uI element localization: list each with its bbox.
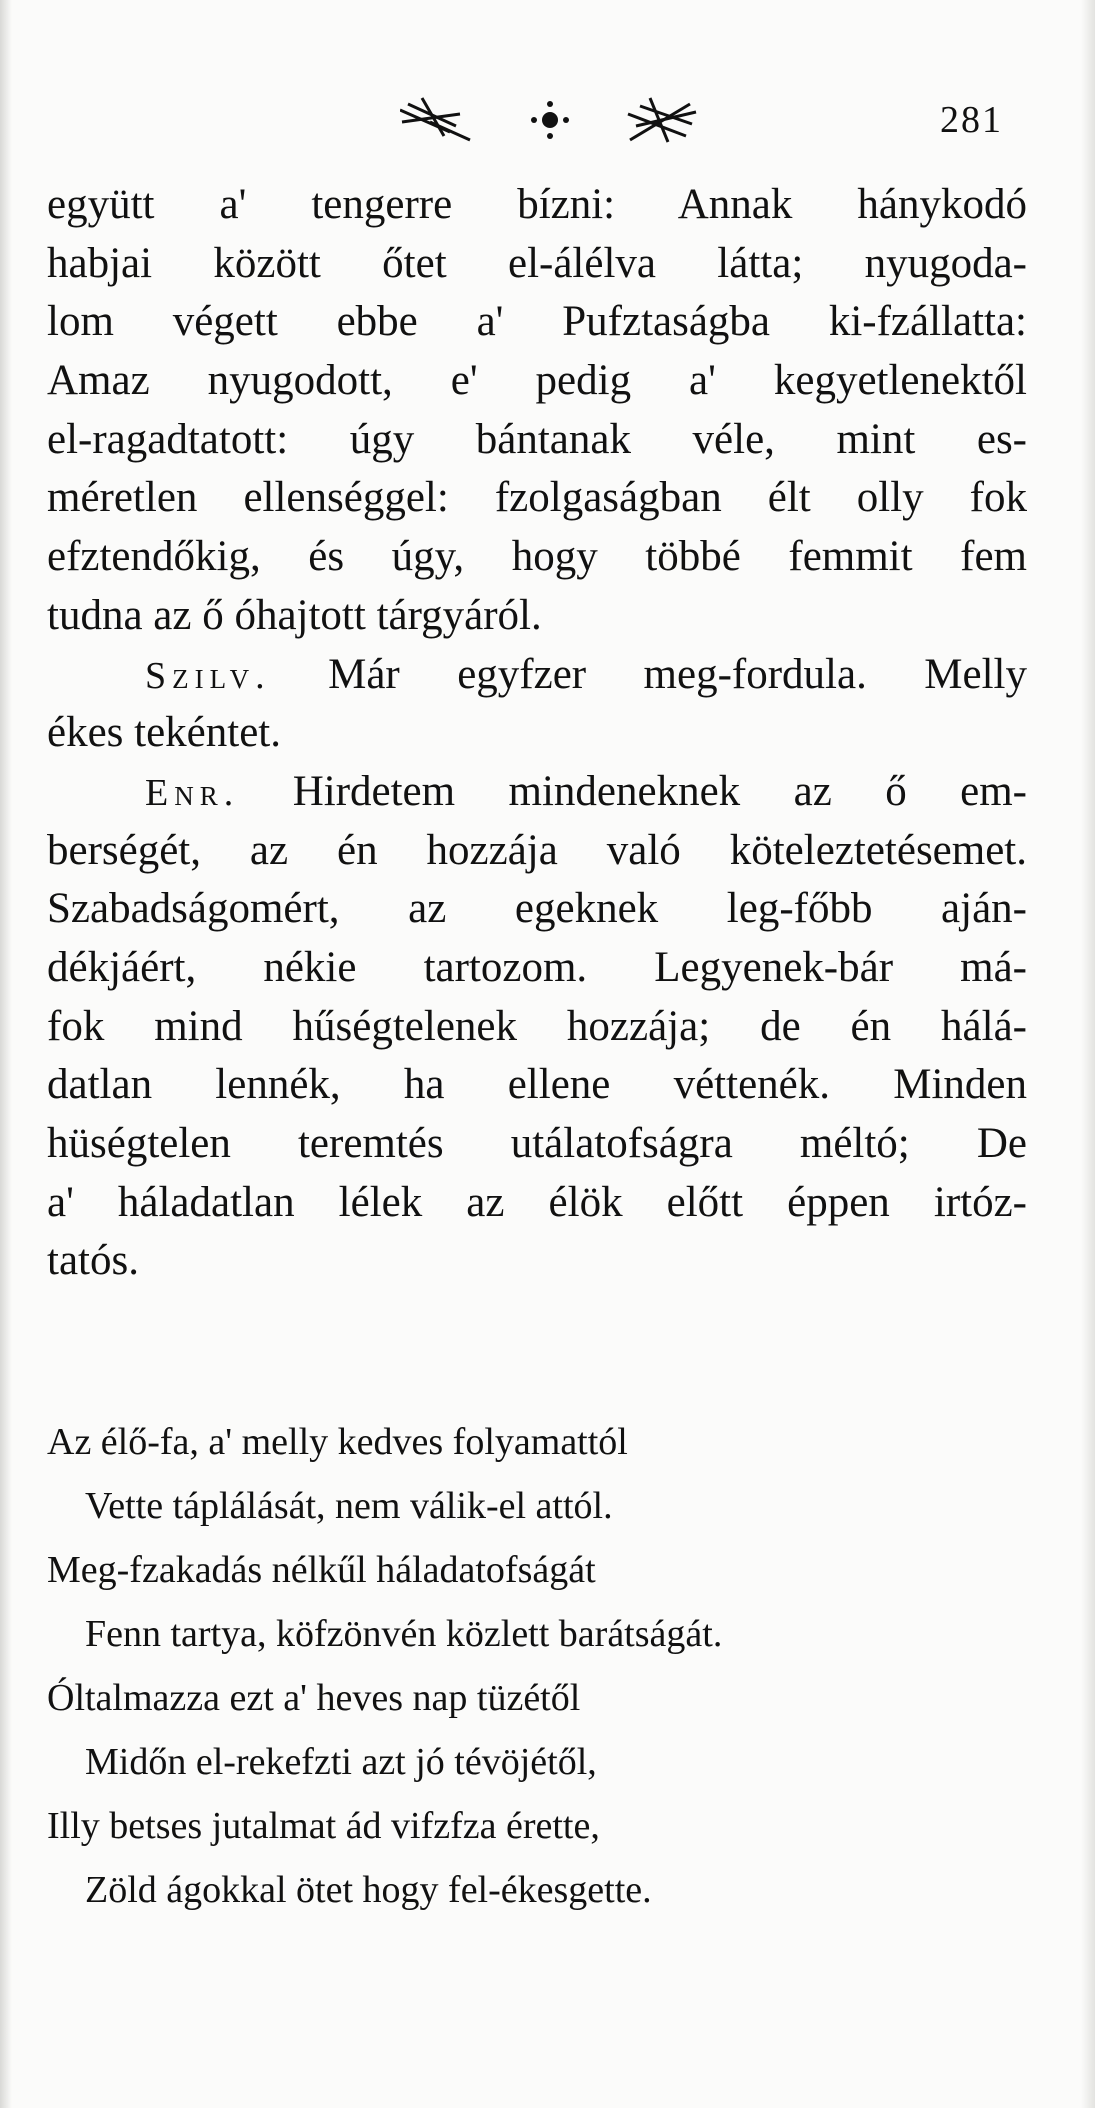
text-line: Szabadságomért, az egeknek leg-főbb aján-	[47, 885, 1027, 933]
text-line: berségét, az én hozzája való köteleztetésemet.	[47, 826, 1027, 874]
text-line: Amaz nyugodott, e' pedig a' kegyetlenektől	[47, 357, 1027, 405]
speech-first-line	[47, 646, 1027, 705]
speaker-name: Szilv.	[145, 654, 271, 697]
text-line: datlan lennék, ha ellene véttenék. Minden	[47, 1061, 1027, 1109]
poem-line: Zöld ágokkal ötet hogy fel-ékesgette.	[85, 1869, 652, 1911]
text-line: tudna az ő óhajtott tárgyáról.	[47, 591, 542, 639]
text-line: a' háladatlan lélek az élök előtt éppen irtóz-	[47, 1178, 1027, 1226]
poem-line: Óltalmazza ezt a' heves nap tüzétől	[47, 1677, 581, 1719]
text-line: együtt a' tengerre bízni: Annak hánykodó	[47, 181, 1027, 228]
printers-fleuron-ornament	[400, 92, 700, 152]
page-edge-shadow	[1081, 0, 1095, 2108]
speech-text: Már egyfzer meg-fordula. Melly	[328, 650, 1027, 698]
text-line: hüségtelen teremtés utálatofságra méltó; De	[47, 1120, 1027, 1167]
text-line: habjai között őtet el-álélva látta; nyugoda-	[47, 239, 1027, 287]
text-line: lom végett ebbe a' Pufztaságba ki-fzállatta:	[47, 298, 1027, 346]
page-header	[0, 92, 1095, 152]
text-line: ékes tekéntet.	[47, 709, 282, 757]
text-line: efztendőkig, és úgy, hogy többé femmit fem	[47, 533, 1027, 581]
text-line: tatós.	[47, 1237, 139, 1285]
poem-line: Meg-fzakadás nélkűl háladatofságát	[47, 1549, 596, 1591]
text-line: fok mind hűségtelenek hozzája; de én hálá-	[47, 1002, 1027, 1050]
text-line: dékjáért, nékie tartozom. Legyenek-bár má-	[47, 943, 1027, 991]
text-line: el-ragadtatott: úgy bántanak véle, mint es-	[47, 415, 1027, 463]
poem-line: Vette táplálását, nem válik-el attól.	[85, 1485, 613, 1527]
poem-line: Az élő-fa, a' melly kedves folyamattól	[47, 1421, 628, 1463]
prose-body	[47, 176, 1027, 1291]
speaker-name: Enr.	[145, 771, 240, 814]
poem	[47, 1410, 1027, 1922]
page-edge-shadow	[0, 0, 12, 2108]
text-line: méretlen ellenséggel: fzolgaságban élt olly fok	[47, 474, 1027, 522]
speech-text: Hirdetem mindeneknek az ő em-	[292, 767, 1028, 815]
poem-line: Midőn el-rekefzti azt jó tévöjétől,	[85, 1741, 597, 1783]
page-number: 281	[940, 99, 1003, 141]
speech-first-line	[47, 763, 1027, 822]
poem-line: Fenn tartya, köfzönvén közlett barátságát.	[85, 1613, 723, 1655]
poem-line: Illy betses jutalmat ád vifzfza érette,	[47, 1805, 600, 1847]
